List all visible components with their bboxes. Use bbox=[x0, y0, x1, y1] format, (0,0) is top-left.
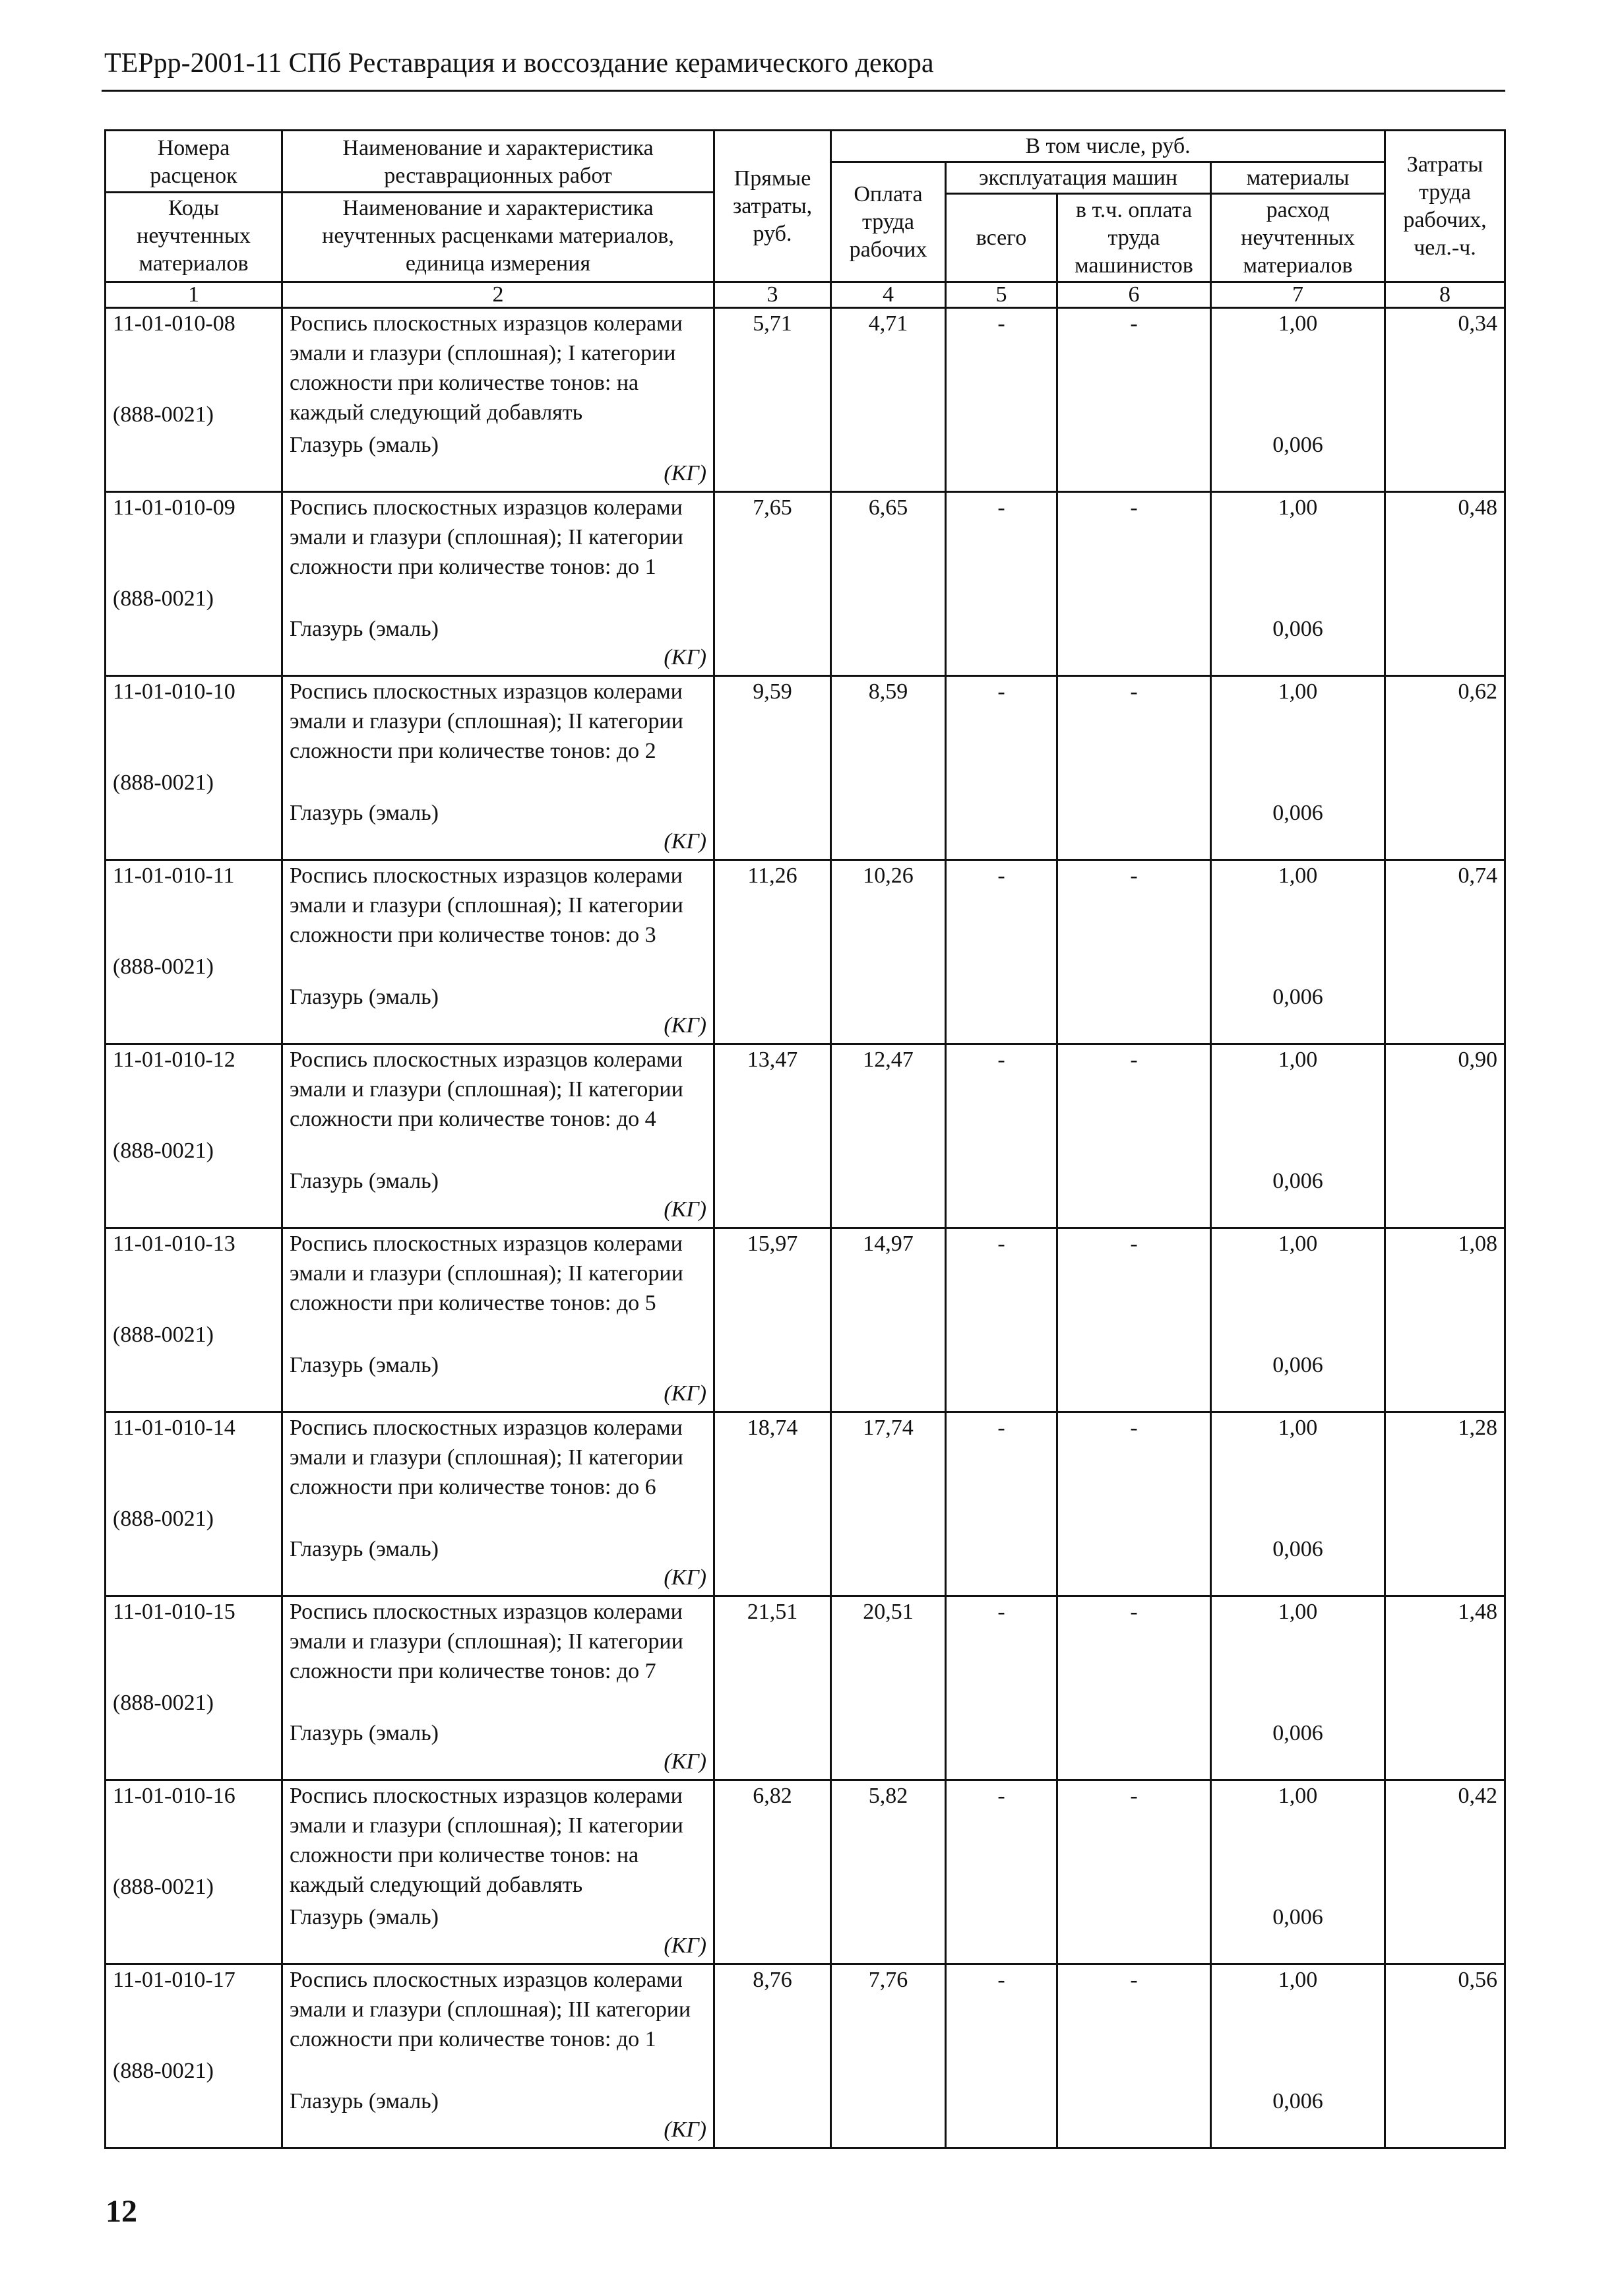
spacer bbox=[113, 1075, 274, 1136]
materials-value: 1,00 bbox=[1278, 1232, 1318, 1256]
description-cell bbox=[282, 1964, 714, 2148]
labor-cost-cell: 10,26 bbox=[831, 860, 946, 1044]
material-code: (888-0021) bbox=[113, 1139, 214, 1163]
direct-cost-cell: 8,76 bbox=[714, 1964, 831, 2148]
rate-code: 11-01-010-15 bbox=[113, 1600, 235, 1624]
direct-cost-cell: 7,65 bbox=[714, 492, 831, 676]
labor-hours-cell: 1,08 bbox=[1385, 1228, 1505, 1412]
material-unit: (КГ) bbox=[664, 1381, 706, 1406]
rate-code: 11-01-010-14 bbox=[113, 1416, 235, 1440]
material-qty: 0,006 bbox=[1272, 433, 1323, 457]
material-name: Глазурь (эмаль) bbox=[290, 2089, 439, 2113]
materials-cell bbox=[1211, 492, 1385, 676]
col5-header: всего bbox=[946, 194, 1057, 282]
col-number: 4 bbox=[831, 282, 946, 308]
labor-hours-cell: 0,74 bbox=[1385, 860, 1505, 1044]
labor-cost-cell: 8,59 bbox=[831, 676, 946, 860]
work-description: Роспись плоскостных изразцов колерами эмали и глазури (сплошная); II категории сложности при количестве тонов: до 6 bbox=[290, 1416, 683, 1499]
materials-value: 1,00 bbox=[1278, 863, 1318, 888]
description-cell bbox=[282, 1596, 714, 1780]
labor-cost-cell: 14,97 bbox=[831, 1228, 946, 1412]
col2-header bbox=[282, 131, 714, 282]
machinist-labor-cell: - bbox=[1057, 1596, 1211, 1780]
materials-cell bbox=[1211, 676, 1385, 860]
material-code: (888-0021) bbox=[113, 1875, 214, 1899]
materials-value: 1,00 bbox=[1278, 1784, 1318, 1808]
code-cell bbox=[106, 1596, 282, 1780]
code-cell bbox=[106, 1964, 282, 2148]
labor-hours-cell: 0,56 bbox=[1385, 1964, 1505, 2148]
material-qty: 0,006 bbox=[1272, 801, 1323, 825]
material-name: Глазурь (эмаль) bbox=[290, 433, 439, 457]
material-name: Глазурь (эмаль) bbox=[290, 1721, 439, 1745]
table-row bbox=[106, 1044, 1505, 1228]
col6-header: в т.ч. оплата труда машинистов bbox=[1057, 194, 1211, 282]
rate-code: 11-01-010-17 bbox=[113, 1968, 235, 1992]
material-name: Глазурь (эмаль) bbox=[290, 1537, 439, 1561]
spacer bbox=[1218, 1627, 1377, 1718]
material-qty: 0,006 bbox=[1272, 1169, 1323, 1193]
spacer bbox=[1218, 1995, 1377, 2086]
material-unit: (КГ) bbox=[664, 1933, 706, 1958]
rate-code: 11-01-010-10 bbox=[113, 679, 235, 704]
material-qty: 0,006 bbox=[1272, 985, 1323, 1009]
col7-header: расход неучтенных материалов bbox=[1211, 194, 1385, 282]
machinist-labor-cell: - bbox=[1057, 860, 1211, 1044]
table-row bbox=[106, 308, 1505, 492]
material-code: (888-0021) bbox=[113, 586, 214, 611]
material-code: (888-0021) bbox=[113, 1323, 214, 1347]
material-unit: (КГ) bbox=[664, 645, 706, 670]
table-row bbox=[106, 1228, 1505, 1412]
spacer bbox=[1218, 1811, 1377, 1902]
material-unit: (КГ) bbox=[664, 1749, 706, 1774]
spacer bbox=[1218, 1259, 1377, 1350]
materials-value: 1,00 bbox=[1278, 311, 1318, 336]
spacer bbox=[1218, 339, 1377, 430]
material-name: Глазурь (эмаль) bbox=[290, 1169, 439, 1193]
material-name: Глазурь (эмаль) bbox=[290, 1353, 439, 1377]
labor-cost-cell: 12,47 bbox=[831, 1044, 946, 1228]
col1-header-top: Номера расценок bbox=[150, 136, 237, 188]
material-unit: (КГ) bbox=[664, 1565, 706, 1590]
code-cell bbox=[106, 860, 282, 1044]
machines-total-cell: - bbox=[946, 1044, 1057, 1228]
machinist-labor-cell: - bbox=[1057, 1964, 1211, 2148]
group-header: В том числе, руб. bbox=[831, 131, 1385, 162]
materials-value: 1,00 bbox=[1278, 1600, 1318, 1624]
direct-cost-cell: 21,51 bbox=[714, 1596, 831, 1780]
materials-value: 1,00 bbox=[1278, 1968, 1318, 1992]
spacer bbox=[113, 1627, 274, 1688]
work-description: Роспись плоскостных изразцов колерами эмали и глазури (сплошная); II категории сложности при количестве тонов: до 4 bbox=[290, 1047, 683, 1131]
machinist-labor-cell: - bbox=[1057, 1044, 1211, 1228]
col2-header-top: Наименование и характеристика реставрационных работ bbox=[342, 136, 654, 188]
header-divider bbox=[106, 191, 281, 193]
col1-header-bottom: Коды неучтенных материалов bbox=[137, 196, 251, 276]
code-cell bbox=[106, 1044, 282, 1228]
column-numbers-row bbox=[106, 282, 1505, 308]
machinist-labor-cell: - bbox=[1057, 308, 1211, 492]
description-cell bbox=[282, 492, 714, 676]
code-cell bbox=[106, 1412, 282, 1596]
col-number: 3 bbox=[714, 282, 831, 308]
labor-hours-cell: 0,34 bbox=[1385, 308, 1505, 492]
price-table bbox=[104, 129, 1506, 2149]
rate-code: 11-01-010-09 bbox=[113, 495, 235, 520]
labor-cost-cell: 7,76 bbox=[831, 1964, 946, 2148]
table-row bbox=[106, 1964, 1505, 2148]
col-number: 6 bbox=[1057, 282, 1211, 308]
material-name: Глазурь (эмаль) bbox=[290, 985, 439, 1009]
labor-hours-cell: 1,48 bbox=[1385, 1596, 1505, 1780]
spacer bbox=[1218, 891, 1377, 982]
material-code: (888-0021) bbox=[113, 1507, 214, 1531]
rate-code: 11-01-010-11 bbox=[113, 863, 235, 888]
direct-cost-cell: 5,71 bbox=[714, 308, 831, 492]
col1-header bbox=[106, 131, 282, 282]
labor-hours-cell: 0,48 bbox=[1385, 492, 1505, 676]
material-name: Глазурь (эмаль) bbox=[290, 801, 439, 825]
material-code: (888-0021) bbox=[113, 770, 214, 795]
code-cell bbox=[106, 1780, 282, 1964]
material-unit: (КГ) bbox=[664, 1013, 706, 1038]
machines-total-cell: - bbox=[946, 1964, 1057, 2148]
code-cell bbox=[106, 492, 282, 676]
labor-cost-cell: 6,65 bbox=[831, 492, 946, 676]
machines-total-cell: - bbox=[946, 1228, 1057, 1412]
material-qty: 0,006 bbox=[1272, 2089, 1323, 2113]
description-cell bbox=[282, 860, 714, 1044]
machines-total-cell: - bbox=[946, 308, 1057, 492]
materials-value: 1,00 bbox=[1278, 1047, 1318, 1072]
direct-cost-cell: 18,74 bbox=[714, 1412, 831, 1596]
material-unit: (КГ) bbox=[664, 829, 706, 854]
spacer bbox=[1218, 523, 1377, 614]
table-row bbox=[106, 860, 1505, 1044]
col-number: 7 bbox=[1211, 282, 1385, 308]
table-row bbox=[106, 1780, 1505, 1964]
spacer bbox=[113, 891, 274, 952]
materials-value: 1,00 bbox=[1278, 495, 1318, 520]
machinist-labor-cell: - bbox=[1057, 1228, 1211, 1412]
direct-cost-cell: 11,26 bbox=[714, 860, 831, 1044]
spacer bbox=[1218, 1075, 1377, 1166]
materials-cell bbox=[1211, 860, 1385, 1044]
materials-cell bbox=[1211, 1596, 1385, 1780]
description-cell bbox=[282, 1780, 714, 1964]
spacer bbox=[113, 523, 274, 584]
labor-hours-cell: 0,42 bbox=[1385, 1780, 1505, 1964]
description-cell bbox=[282, 308, 714, 492]
materials-cell bbox=[1211, 1964, 1385, 2148]
work-description: Роспись плоскостных изразцов колерами эмали и глазури (сплошная); I категории сложности при количестве тонов: на каждый следующий добавлять bbox=[290, 311, 683, 425]
material-code: (888-0021) bbox=[113, 1691, 214, 1715]
spacer bbox=[113, 339, 274, 400]
spacer bbox=[113, 1811, 274, 1872]
col-number: 1 bbox=[106, 282, 282, 308]
labor-hours-cell: 0,62 bbox=[1385, 676, 1505, 860]
table-body bbox=[106, 308, 1505, 2148]
labor-cost-cell: 5,82 bbox=[831, 1780, 946, 1964]
work-description: Роспись плоскостных изразцов колерами эмали и глазури (сплошная); III категории сложности при количестве тонов: до 1 bbox=[290, 1968, 691, 2051]
code-cell bbox=[106, 308, 282, 492]
material-name: Глазурь (эмаль) bbox=[290, 617, 439, 641]
machines-total-cell: - bbox=[946, 1596, 1057, 1780]
spacer bbox=[1218, 707, 1377, 798]
table-row bbox=[106, 1412, 1505, 1596]
description-cell bbox=[282, 1228, 714, 1412]
labor-cost-cell: 17,74 bbox=[831, 1412, 946, 1596]
col3-header: Прямые затраты, руб. bbox=[714, 131, 831, 282]
table-row bbox=[106, 676, 1505, 860]
code-cell bbox=[106, 1228, 282, 1412]
machinist-labor-cell: - bbox=[1057, 1780, 1211, 1964]
material-qty: 0,006 bbox=[1272, 1537, 1323, 1561]
col-number: 8 bbox=[1385, 282, 1505, 308]
description-cell bbox=[282, 1412, 714, 1596]
material-name: Глазурь (эмаль) bbox=[290, 1905, 439, 1929]
materials-cell bbox=[1211, 1044, 1385, 1228]
machinist-labor-cell: - bbox=[1057, 676, 1211, 860]
direct-cost-cell: 9,59 bbox=[714, 676, 831, 860]
spacer bbox=[113, 707, 274, 768]
rate-code: 11-01-010-13 bbox=[113, 1232, 235, 1256]
direct-cost-cell: 6,82 bbox=[714, 1780, 831, 1964]
machinist-labor-cell: - bbox=[1057, 492, 1211, 676]
spacer bbox=[1218, 1443, 1377, 1534]
material-qty: 0,006 bbox=[1272, 1721, 1323, 1745]
rate-code: 11-01-010-16 bbox=[113, 1784, 235, 1808]
work-description: Роспись плоскостных изразцов колерами эмали и глазури (сплошная); II категории сложности при количестве тонов: до 2 bbox=[290, 679, 683, 763]
materials-value: 1,00 bbox=[1278, 1416, 1318, 1440]
material-unit: (КГ) bbox=[664, 461, 706, 485]
col-number: 5 bbox=[946, 282, 1057, 308]
machines-total-cell: - bbox=[946, 676, 1057, 860]
rate-code: 11-01-010-08 bbox=[113, 311, 235, 336]
work-description: Роспись плоскостных изразцов колерами эмали и глазури (сплошная); II категории сложности при количестве тонов: на каждый следующий добавлять bbox=[290, 1784, 683, 1897]
spacer bbox=[113, 1443, 274, 1504]
labor-cost-cell: 20,51 bbox=[831, 1596, 946, 1780]
material-unit: (КГ) bbox=[664, 2117, 706, 2142]
work-description: Роспись плоскостных изразцов колерами эмали и глазури (сплошная); II категории сложности при количестве тонов: до 7 bbox=[290, 1600, 683, 1683]
material-qty: 0,006 bbox=[1272, 1353, 1323, 1377]
col8-header: Затраты труда рабочих, чел.-ч. bbox=[1385, 131, 1505, 282]
materials-cell bbox=[1211, 1780, 1385, 1964]
materials-value: 1,00 bbox=[1278, 679, 1318, 704]
material-qty: 0,006 bbox=[1272, 617, 1323, 641]
material-unit: (КГ) bbox=[664, 1197, 706, 1222]
direct-cost-cell: 13,47 bbox=[714, 1044, 831, 1228]
labor-hours-cell: 1,28 bbox=[1385, 1412, 1505, 1596]
direct-cost-cell: 15,97 bbox=[714, 1228, 831, 1412]
machines-total-cell: - bbox=[946, 1780, 1057, 1964]
materials-cell bbox=[1211, 1412, 1385, 1596]
description-cell bbox=[282, 676, 714, 860]
machines-total-cell: - bbox=[946, 1412, 1057, 1596]
description-cell bbox=[282, 1044, 714, 1228]
materials-header: материалы bbox=[1211, 162, 1385, 194]
rate-code: 11-01-010-12 bbox=[113, 1047, 235, 1072]
machines-total-cell: - bbox=[946, 860, 1057, 1044]
material-code: (888-0021) bbox=[113, 402, 214, 427]
page-header: ТЕРрр-2001-11 СПб Реставрация и воссоздание керамического декора bbox=[104, 48, 934, 78]
labor-cost-cell: 4,71 bbox=[831, 308, 946, 492]
material-qty: 0,006 bbox=[1272, 1905, 1323, 1929]
spacer bbox=[113, 1995, 274, 2056]
spacer bbox=[113, 1259, 274, 1320]
material-code: (888-0021) bbox=[113, 954, 214, 979]
machines-header: эксплуатация машин bbox=[946, 162, 1211, 194]
header-rule bbox=[102, 90, 1505, 92]
table-row bbox=[106, 492, 1505, 676]
header-divider bbox=[283, 191, 713, 193]
table-head bbox=[106, 131, 1505, 308]
work-description: Роспись плоскостных изразцов колерами эмали и глазури (сплошная); II категории сложности при количестве тонов: до 3 bbox=[290, 863, 683, 947]
machines-total-cell: - bbox=[946, 492, 1057, 676]
col-number: 2 bbox=[282, 282, 714, 308]
col2-header-bottom: Наименование и характеристика неучтенных расценками материалов, единица измерения bbox=[322, 196, 674, 276]
machinist-labor-cell: - bbox=[1057, 1412, 1211, 1596]
table-row bbox=[106, 1596, 1505, 1780]
code-cell bbox=[106, 676, 282, 860]
materials-cell bbox=[1211, 1228, 1385, 1412]
labor-hours-cell: 0,90 bbox=[1385, 1044, 1505, 1228]
materials-cell bbox=[1211, 308, 1385, 492]
material-code: (888-0021) bbox=[113, 2059, 214, 2083]
col4-header: Оплата труда рабочих bbox=[831, 162, 946, 282]
work-description: Роспись плоскостных изразцов колерами эмали и глазури (сплошная); II категории сложности при количестве тонов: до 5 bbox=[290, 1232, 683, 1315]
work-description: Роспись плоскостных изразцов колерами эмали и глазури (сплошная); II категории сложности при количестве тонов: до 1 bbox=[290, 495, 683, 579]
page-number: 12 bbox=[106, 2194, 137, 2229]
